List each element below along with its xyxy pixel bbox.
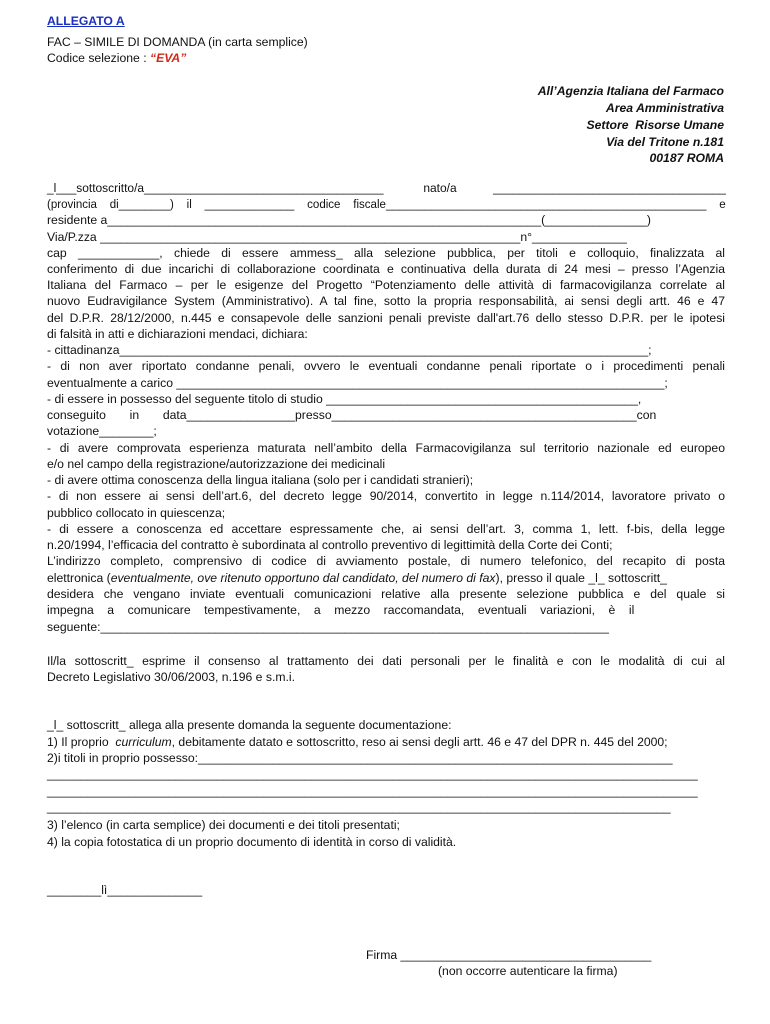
- signature-note: (non occorre autenticare la firma): [438, 964, 618, 978]
- body-line: Italiana del Farmaco – per le esigenze del Progetto “Potenziamento delle attività di farmacovigilanza correlate al: [47, 278, 725, 292]
- signature-line: Firma _____________________________________: [366, 948, 652, 962]
- codice-value: “EVA”: [149, 51, 187, 65]
- body-line: n.20/1994, l’efficacia del contratto è subordinata al controllo preventivo di legittimità della Corte dei Conti;: [47, 538, 613, 552]
- recipient-line-3: Settore Risorse Umane: [586, 118, 724, 132]
- form-line-province: (provincia di________) il ______________ codice fiscale__________________________________________________ e: [47, 197, 726, 211]
- attachment-blank-line: ________________________________________________________________________________________________: [47, 784, 698, 798]
- form-line-residence: residente a________________________________________________________________(_______________): [47, 213, 651, 227]
- quiescenza-line: - di non essere ai sensi dell’art.6, del decreto legge 90/2014, convertito in legge n.114/2014, lavoratore privato o: [47, 489, 725, 503]
- body-line: del D.P.R. 28/12/2000, n.445 e consapevole delle sanzioni penali previste dall'art.76 dello stesso D.P.R. per le ipotesi: [47, 311, 725, 325]
- condanne-line: - di non aver riportato condanne penali, ovvero le eventuali condanne penali riportate o i procedimenti penali: [47, 359, 725, 373]
- conseguito-line: conseguito in data________________presso_____________________________________________con: [47, 408, 657, 422]
- body-line: elettronica (eventualmente, ove ritenuto opportuno dal candidato, del numero di fax), presso il quale _l_ sottoscritt_: [47, 571, 667, 585]
- body-line: di falsità in atti e dichiarazioni mendaci, dichiara:: [47, 327, 308, 341]
- body-line: conferimento di due incarichi di collaborazione coordinata e continuativa della durata di 24 mesi – presso l’Agenzia: [47, 262, 725, 276]
- body-line: nuovo Eudravigilance System (Amministrativo). A tal fine, sotto la propria responsabilità, ai sensi degli artt. 46 e 47: [47, 294, 725, 308]
- titolo-studio-line: - di essere in possesso del seguente titolo di studio ______________________________________________,: [47, 392, 642, 406]
- body-line: desidera che vengano inviate eventuali comunicazioni relative alla presente selezione pubblica e del quale si: [47, 587, 725, 601]
- carico-line: eventualmente a carico ________________________________________________________________________;: [47, 376, 668, 390]
- recipient-line-1: All’Agenzia Italiana del Farmaco: [537, 84, 724, 98]
- form-line-cap: cap ____________, chiede di essere ammess_ alla selezione pubblica, per titoli e colloquio, finalizzata al: [47, 246, 725, 260]
- attachment-4: 4) la copia fotostatica di un proprio documento di identità in corso di validità.: [47, 835, 457, 849]
- attachment-1: 1) Il proprio curriculum, debitamente datato e sottoscritto, reso ai sensi degli artt. 46 e 47 del DPR n. 445 del 2000;: [47, 735, 668, 749]
- lingua-line: - di avere ottima conoscenza della lingua italiana (solo per i candidati stranieri);: [47, 473, 474, 487]
- place-date-line: ________lì______________: [47, 883, 203, 897]
- codice-selezione: Codice selezione : “EVA”: [47, 51, 187, 65]
- attachments-intro: _l_ sottoscritt_ allega alla presente domanda la seguente documentazione:: [47, 718, 452, 732]
- seguente-line: seguente:___________________________________________________________________________: [47, 620, 609, 634]
- consent-line: Decreto Legislativo 30/06/2003, n.196 e s.m.i.: [47, 670, 295, 684]
- indirizzo-line: L’indirizzo completo, comprensivo di codice di avviamento postale, di numero telefonico, del recapito di posta: [47, 554, 725, 568]
- recipient-line-5: 00187 ROMA: [649, 151, 724, 165]
- fac-simile-subtitle: FAC – SIMILE DI DOMANDA (in carta semplice): [47, 35, 308, 49]
- recipient-line-4: Via del Tritone n.181: [606, 135, 724, 149]
- attachment-3: 3) l’elenco (in carta semplice) dei documenti e dei titoli presentati;: [47, 818, 400, 832]
- form-line-name: _l___sottoscritto/a____________________________________ nato/a ___________________________________: [47, 181, 726, 195]
- consent-line: Il/la sottoscritt_ esprime il consenso al trattamento dei dati personali per le finalità e con le modalità di cui al: [47, 654, 725, 668]
- body-line: pubblico collocato in quiescenza;: [47, 506, 226, 520]
- attachment-2: 2)i titoli in proprio possesso:______________________________________________________________________: [47, 751, 673, 765]
- esperienza-line: - di avere comprovata esperienza maturata nell’ambito della Farmacovigilanza sul territorio nazionale ed europeo: [47, 441, 725, 455]
- body-line: e/o nel campo della registrazione/autorizzazione dei medicinali: [47, 457, 386, 471]
- votazione-line: votazione________;: [47, 424, 157, 438]
- attachment-blank-line: ____________________________________________________________________________________________: [47, 800, 671, 814]
- conoscenza-line: - di essere a conoscenza ed accettare espressamente che, ai sensi dell’art. 3, comma 1, lett. f-bis, della legge: [47, 522, 725, 536]
- attachment-blank-line: ________________________________________________________________________________________________: [47, 767, 698, 781]
- body-line: impegna a comunicare tempestivamente, a mezzo raccomandata, eventuali variazioni, è il: [47, 603, 635, 617]
- recipient-line-2: Area Amministrativa: [605, 101, 724, 115]
- cittadinanza-line: - cittadinanza______________________________________________________________________________;: [47, 343, 652, 357]
- allegato-heading: ALLEGATO A: [47, 14, 125, 28]
- form-line-street: Via/P.zza ______________________________________________________________n°______________: [47, 230, 627, 244]
